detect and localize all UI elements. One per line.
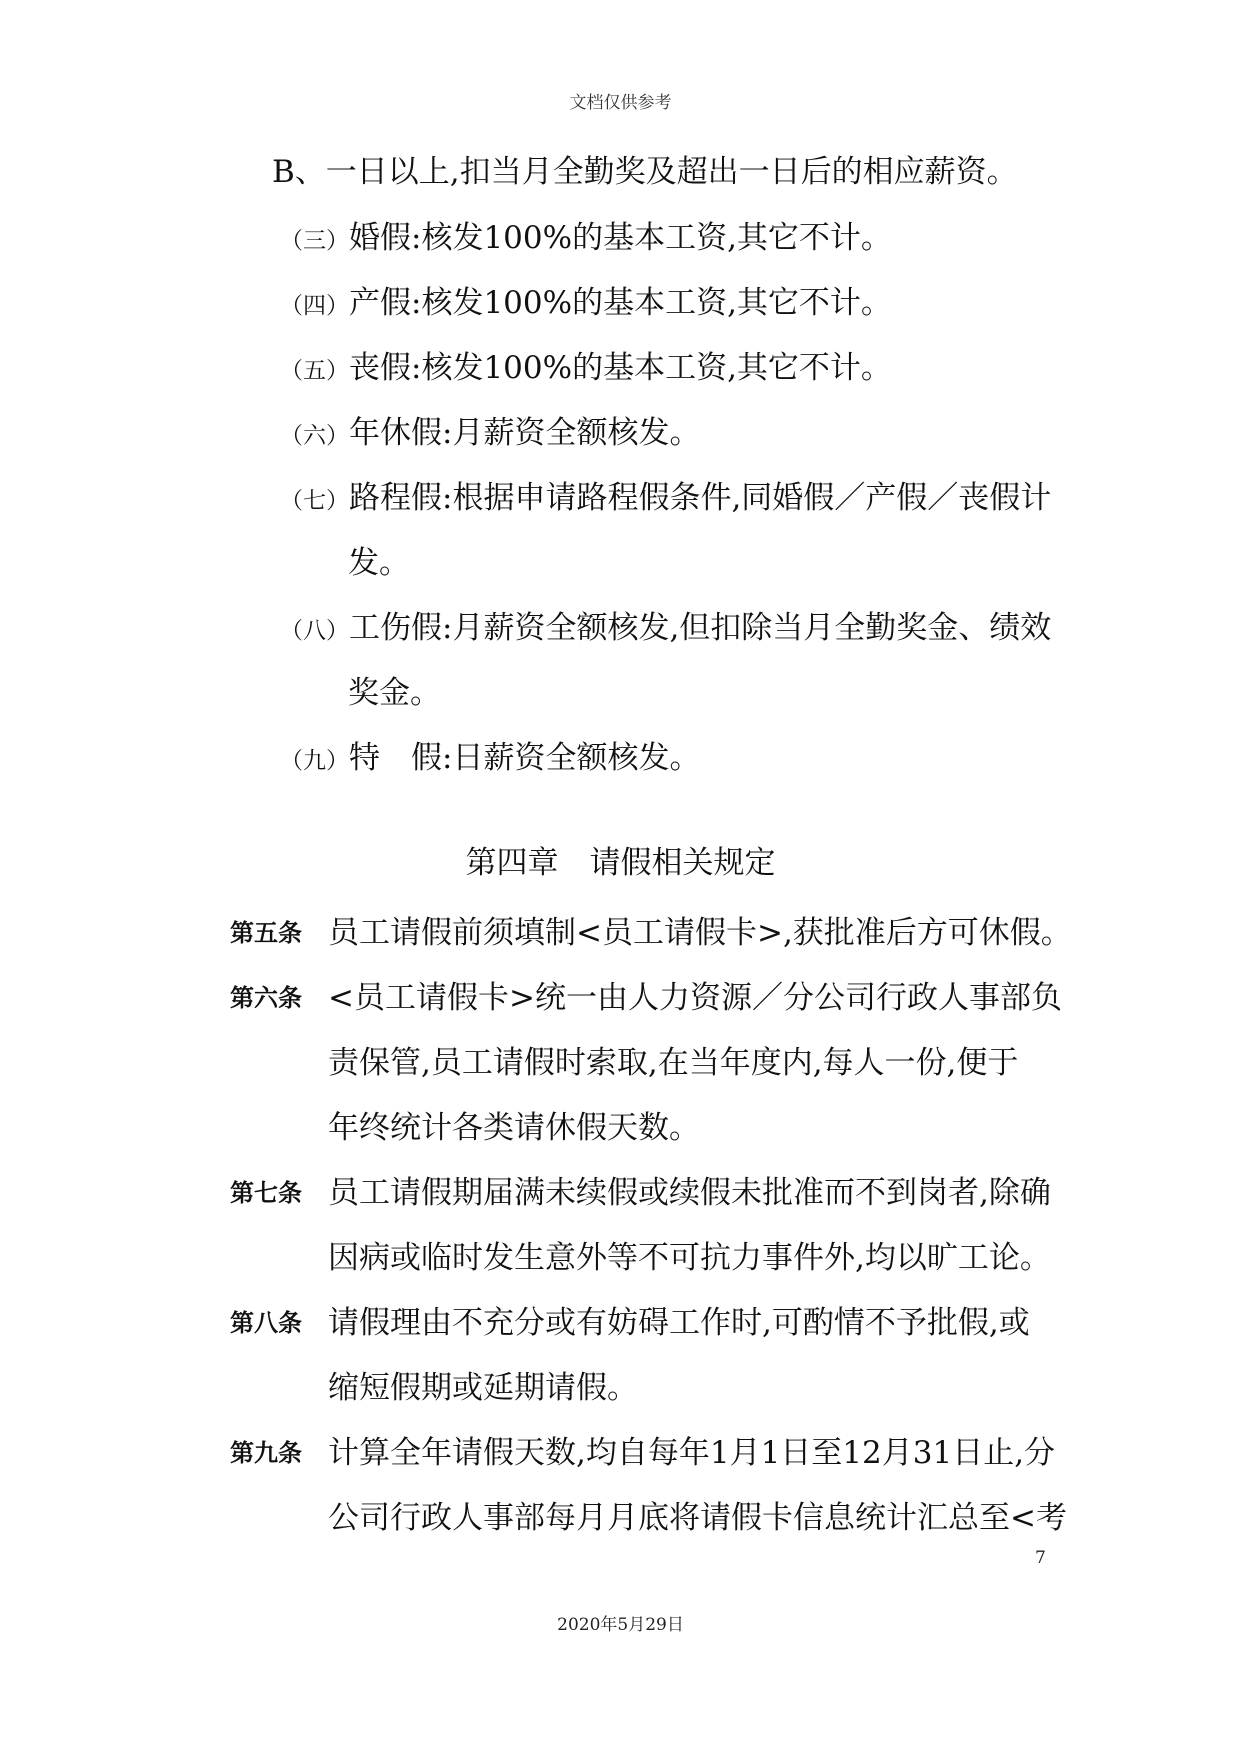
item-text: 特 假:日薪资全额核发。 (349, 740, 701, 776)
article-line: 计算全年请假天数,均自每年1月1日至12月31日止,分 (328, 1435, 1056, 1471)
item-marker: （五） (280, 358, 349, 384)
item-marker: （三） (280, 228, 349, 254)
article-line: 请假理由不充分或有妨碍工作时,可酌情不予批假,或 (328, 1305, 1030, 1341)
leave-item-travel-cont: 发。 (348, 545, 410, 581)
page-header: 文档仅供参考 (569, 93, 672, 113)
article-label: 第七条 (230, 1178, 302, 1207)
article-line: 公司行政人事部每月月底将请假卡信息统计汇总至<考 (328, 1500, 1067, 1536)
page-number: 7 (1035, 1548, 1046, 1568)
article-label: 第九条 (230, 1438, 302, 1467)
leave-item-special (280, 738, 700, 781)
article-label: 第五条 (230, 918, 302, 947)
page-footer-date: 2020年5月29日 (557, 1615, 684, 1635)
article-line: 员工请假期届满未续假或续假未批准而不到岗者,除确 (328, 1175, 1051, 1211)
leave-item-maternity (280, 283, 892, 326)
item-text: 丧假:核发100%的基本工资,其它不计。 (349, 350, 892, 386)
leave-item-injury (280, 608, 1051, 651)
item-marker: （六） (280, 423, 349, 449)
item-text: 路程假:根据申请路程假条件,同婚假／产假／丧假计 (349, 480, 1052, 516)
article-label: 第六条 (230, 983, 302, 1012)
article-line: 责保管,员工请假时索取,在当年度内,每人一份,便于 (328, 1045, 1019, 1081)
leave-item-marriage (280, 218, 892, 261)
item-marker: （七） (280, 488, 349, 514)
article-line: 员工请假前须填制<员工请假卡>,获批准后方可休假。 (328, 915, 1072, 951)
item-text: 婚假:核发100%的基本工资,其它不计。 (349, 220, 892, 256)
leave-item-travel (280, 478, 1051, 521)
item-marker: （四） (280, 293, 349, 319)
item-text: 产假:核发100%的基本工资,其它不计。 (349, 285, 892, 321)
item-text: 工伤假:月薪资全额核发,但扣除当月全勤奖金、绩效 (349, 610, 1052, 646)
article-label: 第八条 (230, 1308, 302, 1337)
body-line: B、一日以上,扣当月全勤奖及超出一日后的相应薪资。 (272, 154, 1018, 190)
item-marker: （九） (280, 748, 349, 774)
chapter-title: 第四章 请假相关规定 (465, 845, 776, 881)
leave-item-funeral (280, 348, 892, 391)
article-line: 缩短假期或延期请假。 (328, 1370, 638, 1406)
article-line: <员工请假卡>统一由人力资源／分公司行政人事部负 (328, 980, 1062, 1016)
article-line: 年终统计各类请休假天数。 (328, 1110, 700, 1146)
leave-item-injury-cont: 奖金。 (348, 675, 441, 711)
item-text: 年休假:月薪资全额核发。 (349, 415, 701, 451)
item-marker: （八） (280, 618, 349, 644)
leave-item-annual (280, 413, 700, 456)
article-line: 因病或临时发生意外等不可抗力事件外,均以旷工论。 (328, 1240, 1051, 1276)
